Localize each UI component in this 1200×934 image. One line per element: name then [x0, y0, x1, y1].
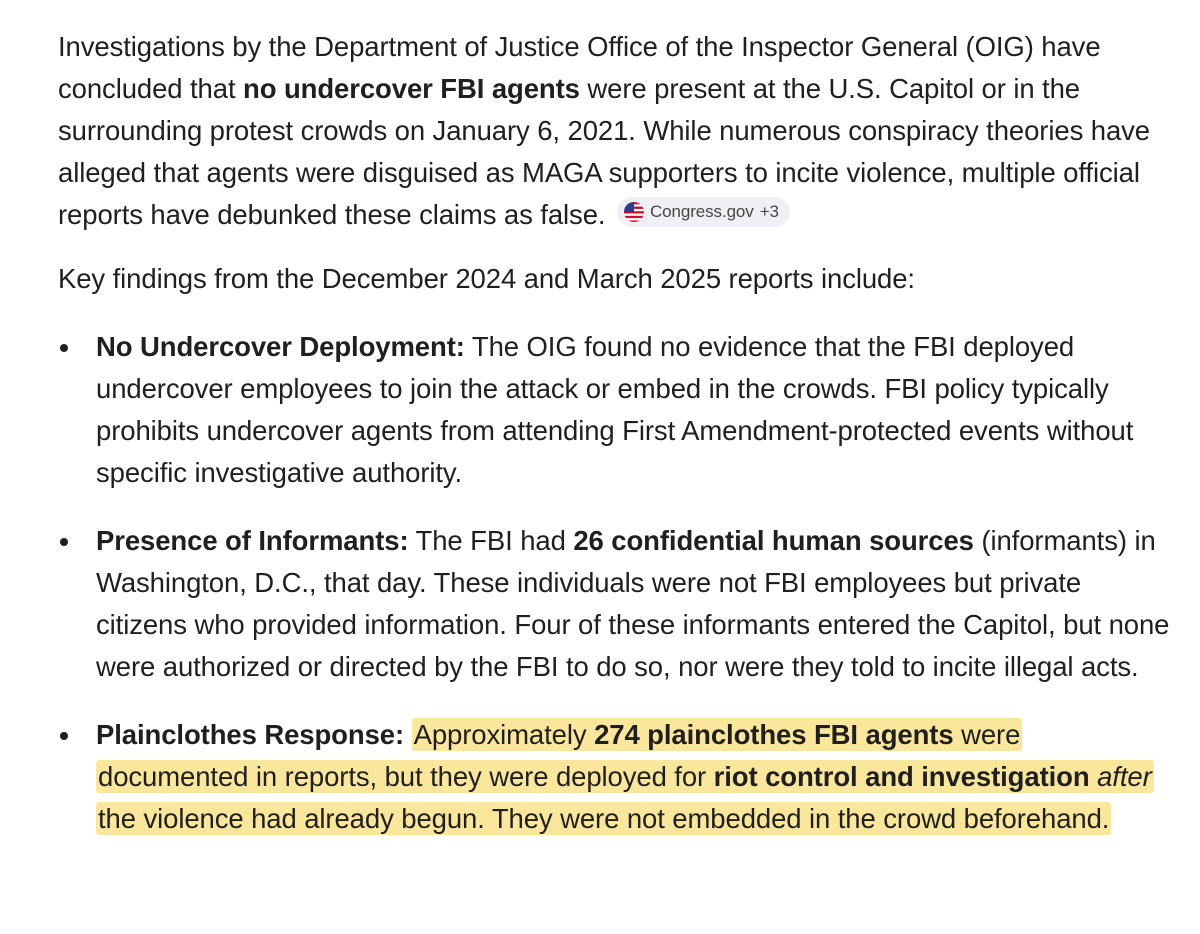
finding-text: The FBI had [408, 525, 574, 556]
finding-text: The OIG found no evidence that the FBI deployed undercover employees to join the attack or embed in the crowds. FBI policy typically prohibits undercover agents from attending First Amendment-protected events without specific investigative authority. [96, 331, 1134, 488]
intro-text: Investigations by the Department of Justice Office of the Inspector General (OIG) have concluded that [58, 31, 1101, 104]
findings-list [58, 326, 1170, 840]
lead-paragraph: Key findings from the December 2024 and March 2025 reports include: [58, 263, 915, 294]
intro-bold: no undercover FBI agents [243, 73, 580, 104]
finding-text: Approximately [413, 719, 595, 750]
finding-text: were documented in reports, but they were deployed for [98, 719, 1021, 792]
finding-bold: riot control and investigation [713, 761, 1090, 792]
source-chip-label: Congress.gov [649, 202, 754, 221]
us-flag-icon [624, 202, 644, 222]
finding-emphasis: after [1097, 761, 1152, 792]
list-item [58, 326, 1170, 494]
finding-title: No Undercover Deployment: [96, 331, 465, 362]
finding-bold: 26 confidential human sources [573, 525, 974, 556]
finding-bold: 274 plainclothes FBI agents [594, 719, 954, 750]
finding-title: Plainclothes Response: [96, 719, 405, 750]
source-chip-more: +3 [759, 202, 779, 221]
finding-text: (informants) in Washington, D.C., that day. These individuals were not FBI employees but private citizens who provided information. Four of these informants entered the Capitol, but none were authorized or directed by the FBI to do so, nor were they told to incite illegal acts. [96, 525, 1170, 682]
list-item [58, 714, 1170, 840]
list-item [58, 520, 1170, 688]
finding-title: Presence of Informants: [96, 525, 409, 556]
intro-text: were present at the U.S. Capitol or in the surrounding protest crowds on January 6, 2021. While numerous conspiracy theories have alleged that agents were disguised as MAGA supporters to incite violence, multiple official reports have debunked these claims as false. [58, 73, 1150, 230]
intro-paragraph [58, 26, 1170, 236]
source-chip[interactable] [617, 197, 790, 227]
finding-text: the violence had already begun. They were not embedded in the crowd beforehand. [98, 803, 1110, 834]
